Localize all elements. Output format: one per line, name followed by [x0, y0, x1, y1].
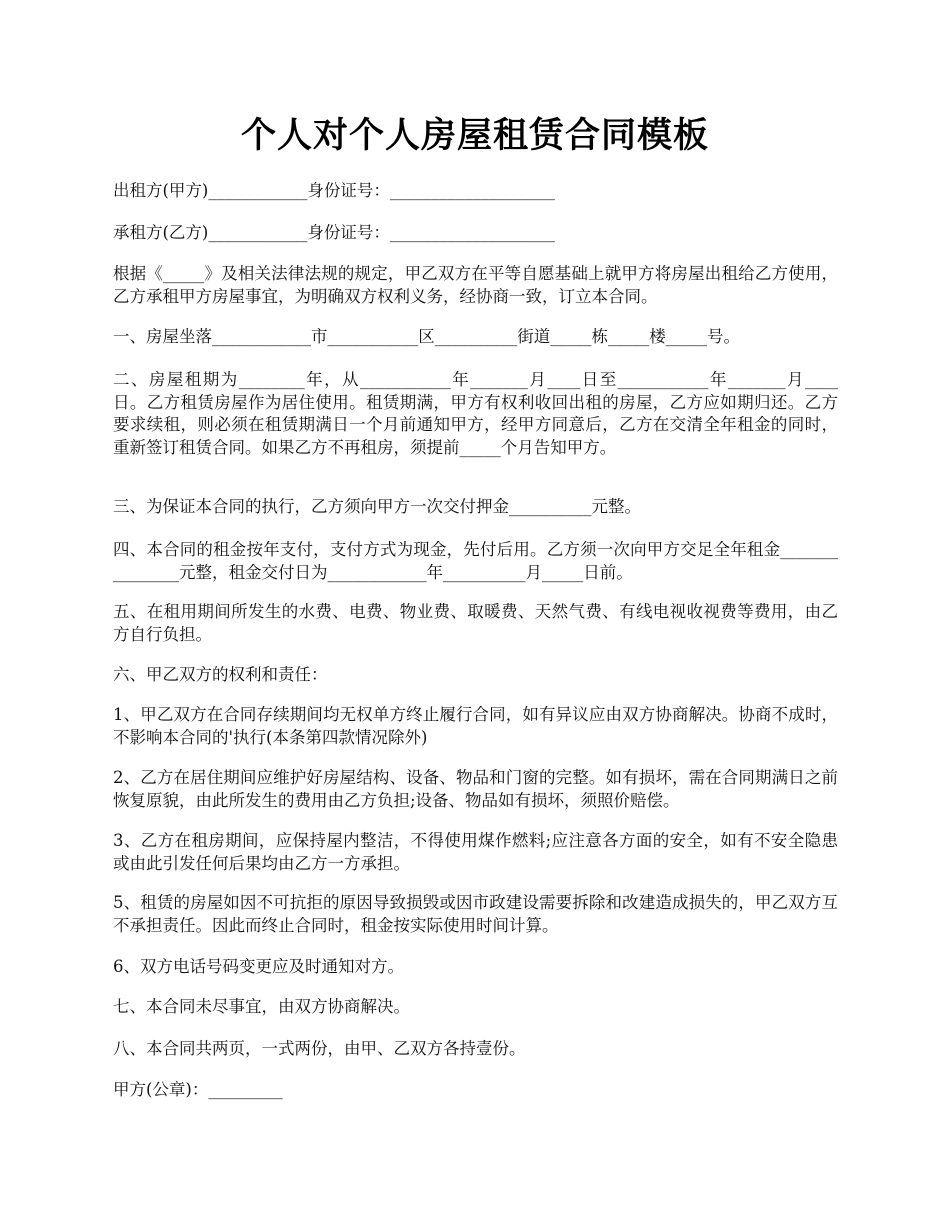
- clause-3-deposit: 三、为保证本合同的执行，乙方须向甲方一次交付押金__________元整。: [113, 497, 641, 516]
- party-b-line: 承租方(乙方)____________身份证号：____________________: [113, 223, 555, 242]
- clause-6-item-5: 5、租赁的房屋如因不可抗拒的原因导致损毁或因市政建设需要拆除和改建造成损失的，甲乙双方互不承担责任。因此而终止合同时，租金按实际使用时间计算。: [113, 893, 838, 935]
- clause-2-lease-term: 二、房屋租期为________年，从___________年_______月____日至___________年_______月____日。乙方租赁房屋作为居住使用。租赁期满，甲方有权利收回出租的房屋，乙方应如期归还。乙方要求续租，则必须在租赁期满日一个月前通知甲方，经甲方同意后，乙方在交清全年租金的同时，重新签订租赁合同。如果乙方不再租房，须提前_____个月告知甲方。: [113, 370, 839, 457]
- party-a-line: 出租方(甲方)____________身份证号：____________________: [113, 181, 555, 200]
- document-title: 个人对个人房屋租赁合同模板: [240, 115, 709, 156]
- clause-6-item-2: 2、乙方在居住期间应维护好房屋结构、设备、物品和门窗的完整。如有损坏，需在合同期满日之前恢复原貌，由此所发生的费用由乙方负担;设备、物品如有损坏，须照价赔偿。: [113, 768, 838, 810]
- preamble-paragraph: 根据《_____》及相关法律法规的规定，甲乙双方在平等自愿基础上就甲方将房屋出租给乙方使用，乙方承租甲方房屋事宜，为明确双方权利义务，经协商一致，订立本合同。: [113, 264, 838, 306]
- clause-4-rent: 四、本合同的租金按年支付，支付方式为现金，先付后用。乙方须一次向甲方交足全年租金_______________元整，租金交付日为____________年__________月_____日前。: [113, 540, 838, 582]
- clause-7: 七、本合同未尽事宜，由双方协商解决。: [113, 997, 410, 1016]
- clause-6-item-3: 3、乙方在租房期间，应保持屋内整洁，不得使用煤作燃料;应注意各方面的安全，如有不安全隐患或由此引发任何后果均由乙方一方承担。: [113, 831, 838, 873]
- clause-8: 八、本合同共两页，一式两份，由甲、乙双方各持壹份。: [113, 1039, 526, 1058]
- clause-5-expenses: 五、在租用期间所发生的水费、电费、物业费、取暖费、天然气费、有线电视收视费等费用，由乙方自行负担。: [113, 602, 838, 644]
- clause-6-heading: 六、甲乙双方的权利和责任：: [113, 665, 328, 684]
- clause-6-item-6: 6、双方电话号码变更应及时通知对方。: [113, 957, 404, 976]
- clause-6-item-1: 1、甲乙双方在合同存续期间均无权单方终止履行合同，如有异议应由双方协商解决。协商不成时，不影响本合同的'执行(本条第四款情况除外): [113, 705, 838, 747]
- party-a-signature-line: 甲方(公章)：_________: [113, 1080, 283, 1099]
- clause-1-location: 一、房屋坐落____________市___________区__________街道_____栋_____楼_____号。: [113, 327, 740, 346]
